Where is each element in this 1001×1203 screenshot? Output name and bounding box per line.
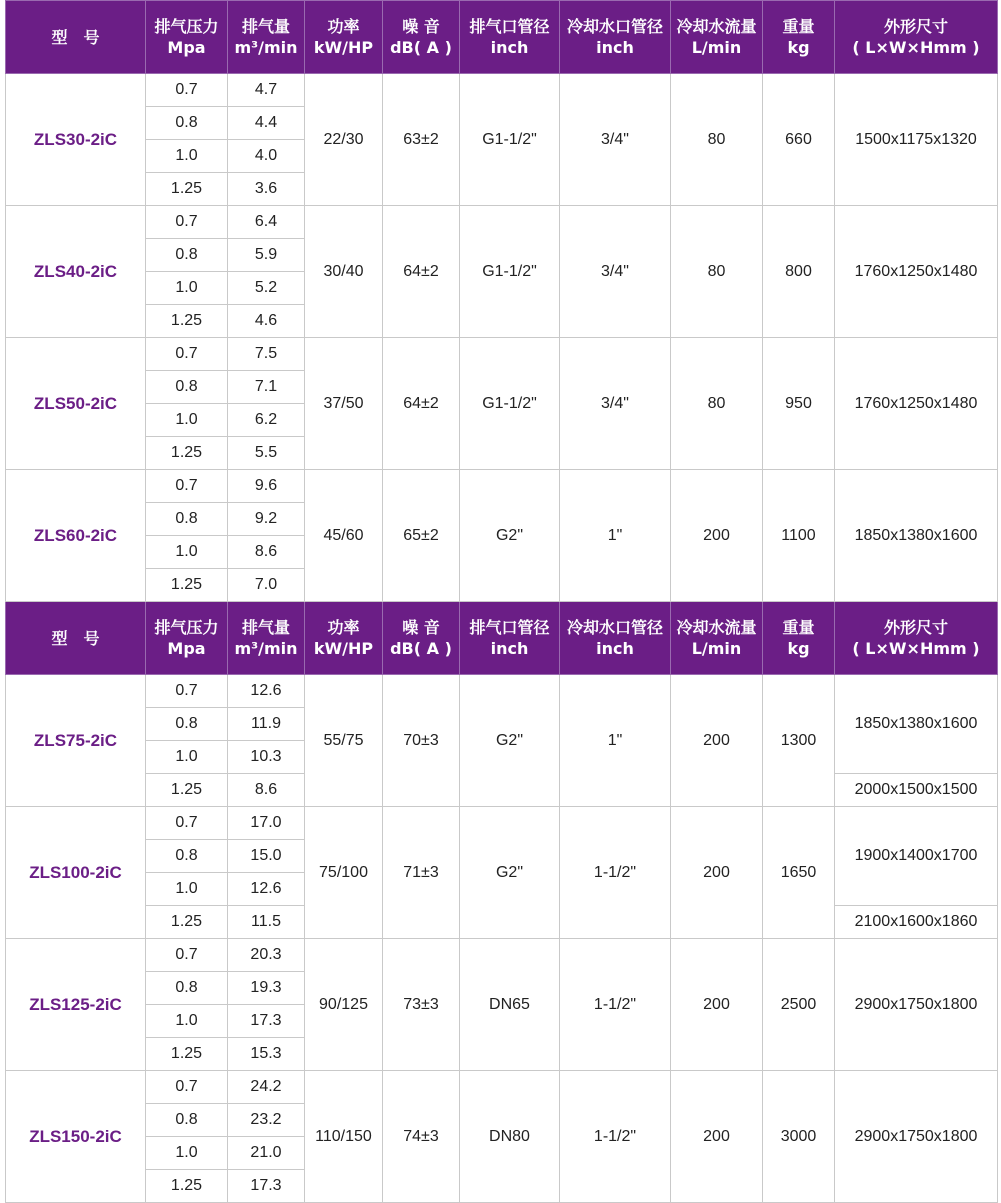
- outlet-diameter-cell: G1-1/2": [460, 74, 560, 206]
- column-header: [6, 1, 146, 74]
- noise-cell: 64±2: [383, 338, 460, 470]
- cooling-water-flow-cell: 200: [671, 807, 763, 939]
- weight-cell: 2500: [763, 939, 835, 1071]
- dimensions-cell: 1850x1380x1600: [835, 470, 998, 602]
- air-flow-cell: 15.0: [228, 840, 305, 873]
- outlet-diameter-cell: G2": [460, 675, 560, 807]
- outlet-diameter-cell: G1-1/2": [460, 206, 560, 338]
- air-flow-cell: 9.6: [228, 470, 305, 503]
- air-flow-cell: 6.2: [228, 404, 305, 437]
- column-header: [560, 1, 671, 74]
- air-flow-cell: 5.2: [228, 272, 305, 305]
- dimensions-cell: 2900x1750x1800: [835, 1071, 998, 1203]
- table-row: [6, 338, 998, 371]
- noise-cell: 63±2: [383, 74, 460, 206]
- pressure-cell: 0.7: [146, 206, 228, 239]
- pressure-cell: 0.7: [146, 675, 228, 708]
- outlet-diameter-cell: G1-1/2": [460, 338, 560, 470]
- power-cell: 75/100: [305, 807, 383, 939]
- pressure-cell: 1.25: [146, 569, 228, 602]
- outlet-diameter-cell: DN65: [460, 939, 560, 1071]
- dimensions-cell: 2000x1500x1500: [835, 774, 998, 807]
- weight-cell: 950: [763, 338, 835, 470]
- column-header-unit: kg: [787, 38, 810, 57]
- column-header-title: 排气量: [241, 618, 290, 637]
- air-flow-cell: 3.6: [228, 173, 305, 206]
- pressure-cell: 0.8: [146, 371, 228, 404]
- cooling-water-port-cell: 3/4": [560, 206, 671, 338]
- column-header: [671, 602, 763, 675]
- air-flow-cell: 10.3: [228, 741, 305, 774]
- air-flow-cell: 24.2: [228, 1071, 305, 1104]
- column-header-unit: L/min: [691, 38, 742, 57]
- dimensions-cell: 1900x1400x1700: [835, 807, 998, 906]
- column-header-unit: ( L×W×Hmm ): [852, 38, 980, 57]
- air-flow-cell: 19.3: [228, 972, 305, 1005]
- pressure-cell: 0.7: [146, 807, 228, 840]
- column-header-title: 功率: [327, 618, 360, 637]
- pressure-cell: 0.7: [146, 939, 228, 972]
- pressure-cell: 1.0: [146, 272, 228, 305]
- air-flow-cell: 9.2: [228, 503, 305, 536]
- air-flow-cell: 8.6: [228, 774, 305, 807]
- air-flow-cell: 7.0: [228, 569, 305, 602]
- table-row: [6, 470, 998, 503]
- column-header-unit: dB( A ): [390, 639, 452, 658]
- column-header-title: 排气口管径: [469, 618, 550, 637]
- column-header-title: 排气压力: [154, 618, 219, 637]
- cooling-water-port-cell: 3/4": [560, 74, 671, 206]
- outlet-diameter-cell: G2": [460, 470, 560, 602]
- column-header-unit: m³/min: [234, 38, 298, 57]
- cooling-water-flow-cell: 200: [671, 470, 763, 602]
- dimensions-cell: 1500x1175x1320: [835, 74, 998, 206]
- cooling-water-flow-cell: 80: [671, 206, 763, 338]
- column-header: [228, 1, 305, 74]
- air-flow-cell: 12.6: [228, 873, 305, 906]
- weight-cell: 3000: [763, 1071, 835, 1203]
- air-flow-cell: 21.0: [228, 1137, 305, 1170]
- air-flow-cell: 5.9: [228, 239, 305, 272]
- cooling-water-port-cell: 1-1/2": [560, 1071, 671, 1203]
- air-flow-cell: 5.5: [228, 437, 305, 470]
- pressure-cell: 1.25: [146, 906, 228, 939]
- power-cell: 110/150: [305, 1071, 383, 1203]
- pressure-cell: 0.7: [146, 470, 228, 503]
- air-flow-cell: 4.6: [228, 305, 305, 338]
- pressure-cell: 0.8: [146, 239, 228, 272]
- column-header: [305, 1, 383, 74]
- column-header-title: 噪 音: [402, 618, 440, 637]
- cooling-water-port-cell: 1": [560, 470, 671, 602]
- column-header: [146, 1, 228, 74]
- dimensions-cell: 1760x1250x1480: [835, 338, 998, 470]
- column-header-title: 重量: [782, 618, 815, 637]
- power-cell: 30/40: [305, 206, 383, 338]
- cooling-water-port-cell: 1": [560, 675, 671, 807]
- model-name-cell: ZLS40-2iC: [6, 206, 146, 338]
- pressure-cell: 0.8: [146, 503, 228, 536]
- power-cell: 55/75: [305, 675, 383, 807]
- column-header-title: 外形尺寸: [883, 17, 948, 36]
- air-flow-cell: 17.3: [228, 1005, 305, 1038]
- column-header-unit: inch: [490, 38, 529, 57]
- column-header: [671, 1, 763, 74]
- column-header-unit: L/min: [691, 639, 742, 658]
- noise-cell: 70±3: [383, 675, 460, 807]
- dimensions-cell: 1850x1380x1600: [835, 675, 998, 774]
- spec-table-body: [6, 1, 998, 1203]
- table-row: [6, 1071, 998, 1104]
- column-header-title: 排气口管径: [469, 17, 550, 36]
- table-row: [6, 939, 998, 972]
- power-cell: 45/60: [305, 470, 383, 602]
- pressure-cell: 1.0: [146, 1005, 228, 1038]
- header-row: [6, 1, 998, 74]
- column-header-title: 冷却水口管径: [566, 17, 663, 36]
- pressure-cell: 1.25: [146, 305, 228, 338]
- column-header-title: 功率: [327, 17, 360, 36]
- model-name-cell: ZLS125-2iC: [6, 939, 146, 1071]
- column-header-unit: dB( A ): [390, 38, 452, 57]
- pressure-cell: 1.0: [146, 404, 228, 437]
- column-header-title: 排气量: [241, 17, 290, 36]
- air-flow-cell: 4.0: [228, 140, 305, 173]
- weight-cell: 1650: [763, 807, 835, 939]
- model-name-cell: ZLS30-2iC: [6, 74, 146, 206]
- cooling-water-flow-cell: 200: [671, 675, 763, 807]
- column-header-title: 型 号: [51, 27, 100, 47]
- column-header: [460, 602, 560, 675]
- noise-cell: 73±3: [383, 939, 460, 1071]
- table-row: [6, 74, 998, 107]
- pressure-cell: 1.0: [146, 140, 228, 173]
- column-header: [228, 602, 305, 675]
- column-header-title: 冷却水口管径: [566, 618, 663, 637]
- weight-cell: 800: [763, 206, 835, 338]
- air-flow-cell: 4.4: [228, 107, 305, 140]
- weight-cell: 660: [763, 74, 835, 206]
- column-header-title: 冷却水流量: [676, 17, 757, 36]
- model-name-cell: ZLS100-2iC: [6, 807, 146, 939]
- pressure-cell: 0.8: [146, 840, 228, 873]
- column-header-title: 排气压力: [154, 17, 219, 36]
- column-header-unit: Mpa: [167, 38, 206, 57]
- column-header: [305, 602, 383, 675]
- column-header: [460, 1, 560, 74]
- column-header: [835, 1, 998, 74]
- air-flow-cell: 20.3: [228, 939, 305, 972]
- column-header: [763, 1, 835, 74]
- air-flow-cell: 6.4: [228, 206, 305, 239]
- power-cell: 90/125: [305, 939, 383, 1071]
- column-header-title: 冷却水流量: [676, 618, 757, 637]
- cooling-water-flow-cell: 80: [671, 74, 763, 206]
- air-flow-cell: 11.9: [228, 708, 305, 741]
- noise-cell: 71±3: [383, 807, 460, 939]
- column-header-unit: inch: [490, 639, 529, 658]
- column-header-title: 外形尺寸: [883, 618, 948, 637]
- pressure-cell: 0.8: [146, 1104, 228, 1137]
- air-flow-cell: 4.7: [228, 74, 305, 107]
- dimensions-cell: 1760x1250x1480: [835, 206, 998, 338]
- weight-cell: 1300: [763, 675, 835, 807]
- column-header: [6, 602, 146, 675]
- model-name-cell: ZLS75-2iC: [6, 675, 146, 807]
- column-header: [560, 602, 671, 675]
- power-cell: 22/30: [305, 74, 383, 206]
- cooling-water-port-cell: 3/4": [560, 338, 671, 470]
- cooling-water-port-cell: 1-1/2": [560, 807, 671, 939]
- pressure-cell: 0.7: [146, 338, 228, 371]
- model-name-cell: ZLS150-2iC: [6, 1071, 146, 1203]
- column-header-unit: Mpa: [167, 639, 206, 658]
- column-header: [383, 602, 460, 675]
- pressure-cell: 1.0: [146, 873, 228, 906]
- cooling-water-flow-cell: 200: [671, 939, 763, 1071]
- column-header-title: 噪 音: [402, 17, 440, 36]
- pressure-cell: 0.8: [146, 107, 228, 140]
- column-header-unit: ( L×W×Hmm ): [852, 639, 980, 658]
- column-header: [835, 602, 998, 675]
- pressure-cell: 0.8: [146, 972, 228, 1005]
- air-flow-cell: 12.6: [228, 675, 305, 708]
- pressure-cell: 1.25: [146, 774, 228, 807]
- noise-cell: 74±3: [383, 1071, 460, 1203]
- dimensions-cell: 2100x1600x1860: [835, 906, 998, 939]
- outlet-diameter-cell: G2": [460, 807, 560, 939]
- cooling-water-port-cell: 1-1/2": [560, 939, 671, 1071]
- cooling-water-flow-cell: 200: [671, 1071, 763, 1203]
- column-header-unit: kg: [787, 639, 810, 658]
- power-cell: 37/50: [305, 338, 383, 470]
- pressure-cell: 1.25: [146, 1170, 228, 1203]
- column-header-title: 型 号: [51, 628, 100, 648]
- column-header-unit: kW/HP: [313, 639, 374, 658]
- air-flow-cell: 15.3: [228, 1038, 305, 1071]
- outlet-diameter-cell: DN80: [460, 1071, 560, 1203]
- column-header: [763, 602, 835, 675]
- pressure-cell: 1.25: [146, 437, 228, 470]
- column-header: [383, 1, 460, 74]
- header-row: [6, 602, 998, 675]
- pressure-cell: 1.0: [146, 1137, 228, 1170]
- pressure-cell: 1.0: [146, 741, 228, 774]
- column-header-unit: inch: [596, 38, 634, 57]
- column-header-title: 重量: [782, 17, 815, 36]
- cooling-water-flow-cell: 80: [671, 338, 763, 470]
- spec-table: [5, 0, 998, 1203]
- pressure-cell: 0.7: [146, 74, 228, 107]
- dimensions-cell: 2900x1750x1800: [835, 939, 998, 1071]
- table-row: [6, 675, 998, 708]
- weight-cell: 1100: [763, 470, 835, 602]
- air-flow-cell: 23.2: [228, 1104, 305, 1137]
- air-flow-cell: 7.5: [228, 338, 305, 371]
- column-header-unit: kW/HP: [313, 38, 374, 57]
- air-flow-cell: 8.6: [228, 536, 305, 569]
- model-name-cell: ZLS60-2iC: [6, 470, 146, 602]
- noise-cell: 64±2: [383, 206, 460, 338]
- column-header-unit: m³/min: [234, 639, 298, 658]
- air-flow-cell: 7.1: [228, 371, 305, 404]
- pressure-cell: 0.7: [146, 1071, 228, 1104]
- column-header-unit: inch: [596, 639, 634, 658]
- air-flow-cell: 17.3: [228, 1170, 305, 1203]
- pressure-cell: 1.25: [146, 1038, 228, 1071]
- pressure-cell: 1.0: [146, 536, 228, 569]
- column-header: [146, 602, 228, 675]
- pressure-cell: 1.25: [146, 173, 228, 206]
- pressure-cell: 0.8: [146, 708, 228, 741]
- noise-cell: 65±2: [383, 470, 460, 602]
- air-flow-cell: 17.0: [228, 807, 305, 840]
- table-row: [6, 807, 998, 840]
- air-flow-cell: 11.5: [228, 906, 305, 939]
- model-name-cell: ZLS50-2iC: [6, 338, 146, 470]
- table-row: [6, 206, 998, 239]
